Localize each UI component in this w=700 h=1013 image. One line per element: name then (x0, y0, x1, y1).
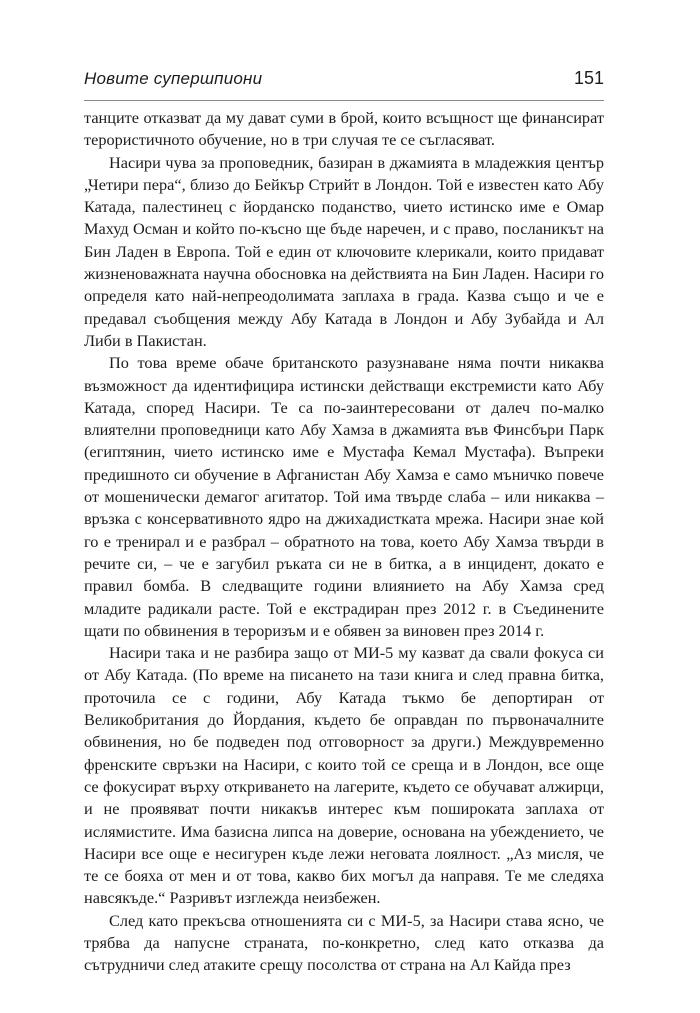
running-head: Новите супершпиони (84, 69, 263, 88)
paragraph: Насири така и не разбира защо от МИ-5 му казват да свали фокуса си от Абу Катада. (По време на писането на тази книга и след правна битка, проточила се с години, Абу Катада тъкмо бе депортиран от Великобритания до Йордания, където бе оправдан по първоначалните обвинения, но бе подведен под отговорност за други.) Междувременно френските свръзки на Насири, с които той се среща и в Лондон, все още се фокусират върху откриването на лагерите, където се обучават алжирци, и не проявяват почти никакъв интерес към пошироката заплаха от ислямистите. Има базисна липса на доверие, основана на убеждението, че Насири все още е несигурен къде лежи неговата лоялност. „Аз мисля, че те се бояха от мен и от това, какво бих могъл да направя. Те ме следяха навсякъде.“ Разривът изглежда неизбежен. (84, 643, 604, 908)
page-header (84, 62, 604, 101)
paragraph: Насири чува за проповедник, базиран в джамията в младежкия център „Четири пера“, близо до Бейкър Стрийт в Лондон. Той е известен като Абу Катада, палестинец с йорданско поданство, чието истинско име е Омар Махуд Осман и който по-късно ще бъде наречен, и с право, посланикът на Бин Ладен в Европа. Той е един от ключовите клерикали, които придават жизненоважната научна обосновка на действията на Бин Ладен. Насири го определя като най-непреодолимата заплаха в града. Казва също и че е предавал съобщения между Абу Катада в Лондон и Абу Зубайда и Ал Либи в Пакистан. (84, 152, 604, 350)
book-page (84, 62, 604, 977)
paragraph: По това време обаче британското разузнаване няма почти никаква възможност да идентифицира истински действащи екстремисти като Абу Катада, според Насири. Те са по-заинтересовани от далеч по-малко влиятелни проповедници като Абу Хамза в джамията във Финсбъри Парк (египтянин, чието истинско име е Мустафа Кемал Мустафа). Въпреки предишното си обучение в Афганистан Абу Хамза е само мъничко повече от мошенически демагог агитатор. Той има твърде слаба – или никаква – връзка с консервативното ядро на джихадистката мрежа. Насири знае кой го е тренирал и е разбрал – обратното на това, което Абу Хамза твърди в речите си, – че е загубил ръката си не в битка, а в инцидент, докато е правил бомба. В следващите години влиянието на Абу Хамза сред младите радикали расте. Той е екстрадиран през 2012 г. в Съединените щати по обвинения в тероризъм и е обявен за виновен през 2014 г. (84, 353, 604, 640)
page-number: 151 (573, 68, 604, 88)
paragraph: След като прекъсва отношенията си с МИ-5, за Насири става ясно, че трябва да напусне страната, по-конкретно, след като отказва да сътрудничи след атаките срещу посолства от страна на Ал Кайда през (84, 910, 604, 975)
body-text (84, 107, 604, 977)
paragraph-continued: танците отказват да му дават суми в брой, които всъщност ще финансират терористичното обучение, но в три случая те се съгласяват. (84, 108, 604, 150)
